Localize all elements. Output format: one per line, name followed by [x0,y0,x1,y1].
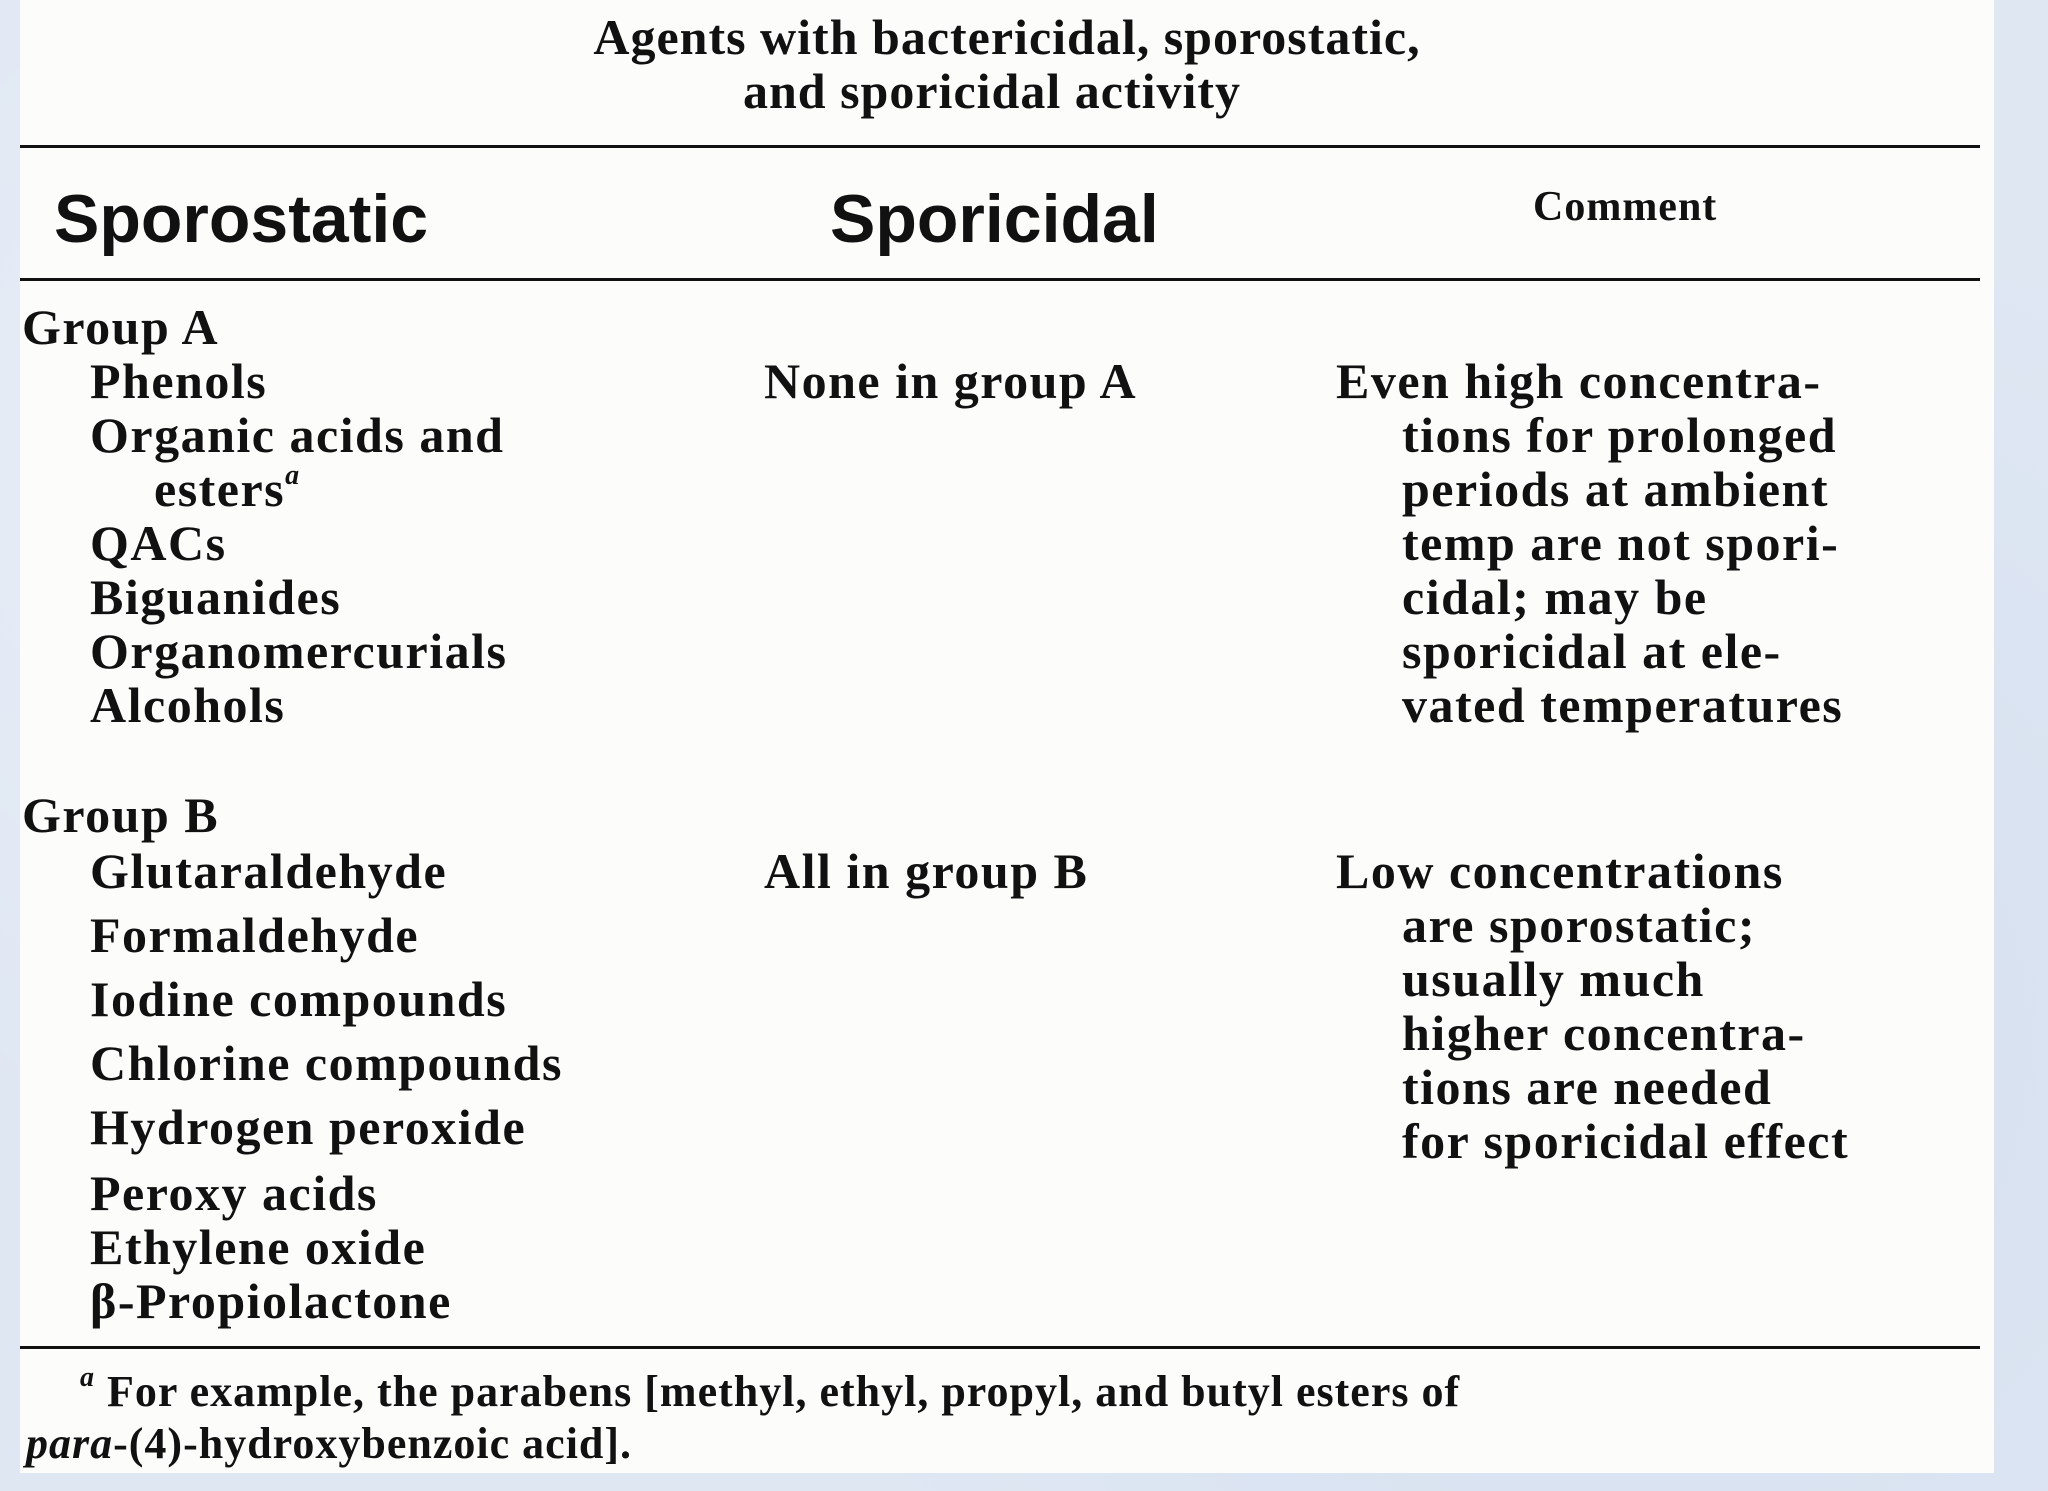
group-a-item: QACs [90,515,227,571]
group-a-sporicidal: None in group A [764,353,1138,409]
title-line-2: and sporicidal activity [742,63,1242,119]
group-b-comment-line: higher concentra- [1402,1005,1806,1061]
group-a-label: Group A [22,299,220,355]
footnote-line-2 [26,1418,632,1469]
title-line-1: Agents with bactericidal, sporostatic, [593,9,1421,65]
group-b-item: Glutaraldehyde [90,843,448,899]
header-sporicidal: Sporicidal [830,181,1159,257]
group-b-comment-line: for sporicidal effect [1402,1113,1850,1169]
group-a-comment-line: sporicidal at ele- [1402,623,1782,679]
footnote-italic: para [26,1419,114,1468]
group-b-comment-line: usually much [1402,951,1705,1007]
group-a-comment-line: tions for prolonged [1402,407,1838,463]
footnote-marker: a [80,1362,95,1394]
group-a-comment-line: cidal; may be [1402,569,1708,625]
group-b-item: Iodine compounds [90,971,508,1027]
group-a-comment-line: temp are not spori- [1402,515,1840,571]
group-b-comment-line: Low concentrations [1336,843,1784,899]
group-b-sporicidal: All in group B [764,843,1089,899]
group-b-item: β-Propiolactone [90,1273,452,1329]
group-a-comment-line: vated temperatures [1402,677,1844,733]
group-b-item: Peroxy acids [90,1165,378,1221]
footnote-marker: a [285,460,301,492]
top-rule [20,145,1980,148]
group-b-item: Formaldehyde [90,907,420,963]
table-page [20,0,1994,1473]
group-a-item [154,460,301,518]
group-b-comment-line: are sporostatic; [1402,897,1757,953]
group-a-comment-line: Even high concentra- [1336,353,1822,409]
footnote-text: -(4)-hydroxybenzoic acid]. [113,1419,633,1468]
group-a-comment-line: periods at ambient [1402,461,1829,517]
group-a-item-text: esters [154,461,286,517]
group-a-item: Alcohols [90,677,286,733]
table-title [20,10,1994,118]
footnote-line-1 [80,1362,1461,1417]
group-a-item: Organic acids and [90,407,505,463]
header-comment: Comment [1533,184,1718,230]
group-b-comment-line: tions are needed [1402,1059,1773,1115]
footnote-text: For example, the parabens [methyl, ethyl, propyl, and butyl esters of [107,1367,1461,1416]
header-sporostatic: Sporostatic [54,181,429,257]
group-a-item: Phenols [90,353,268,409]
group-a-item: Organomercurials [90,623,508,679]
bottom-rule [20,1346,1980,1349]
header-rule [20,278,1980,281]
group-b-item: Hydrogen peroxide [90,1099,527,1155]
group-b-item: Chlorine compounds [90,1035,563,1091]
group-b-item: Ethylene oxide [90,1219,427,1275]
group-a-item: Biguanides [90,569,342,625]
group-b-label: Group B [22,787,220,843]
